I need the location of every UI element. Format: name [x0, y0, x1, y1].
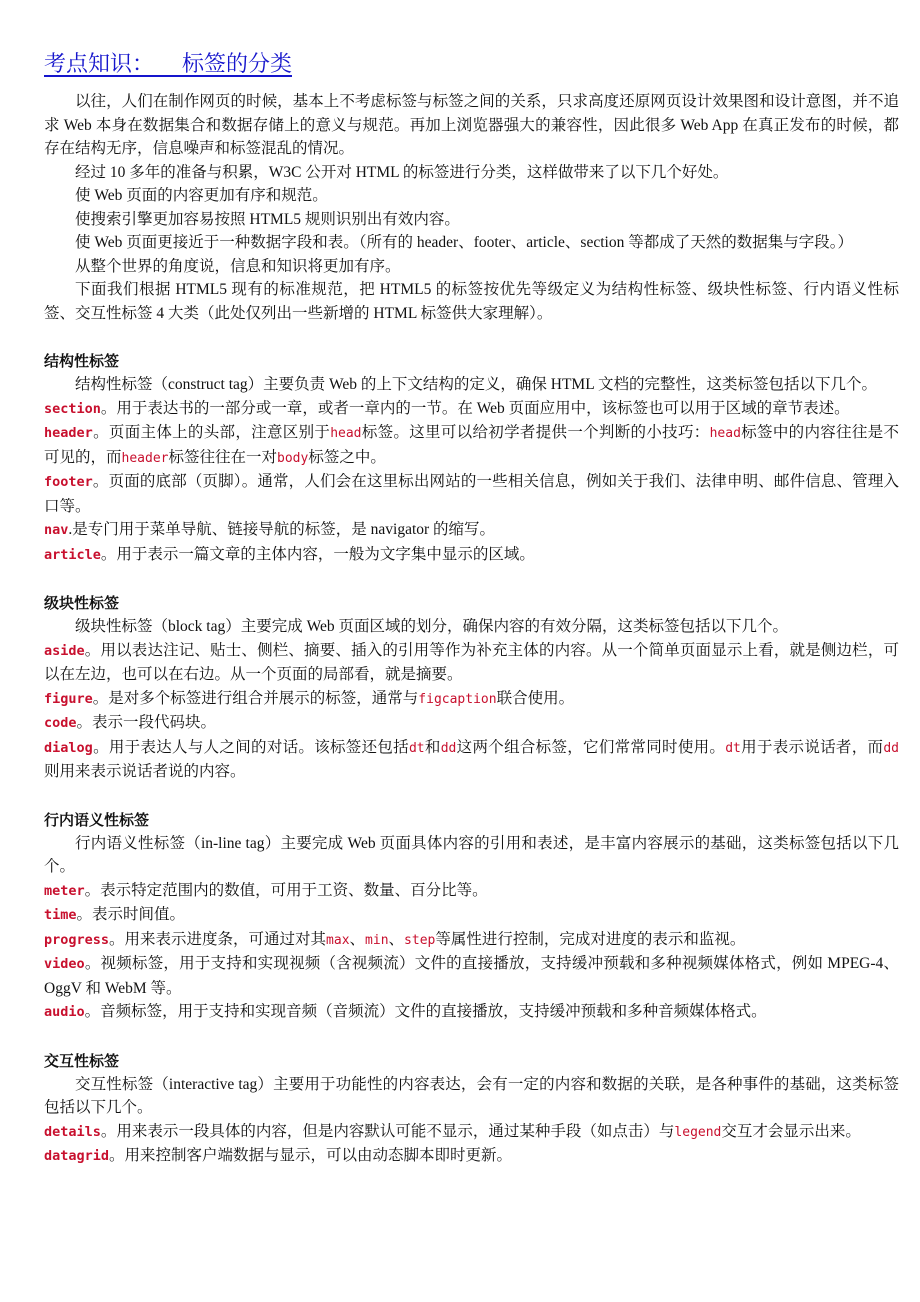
- tag-description: 。用以表达注记、贴士、侧栏、摘要、插入的引用等作为补充主体的内容。从一个简单页面显示上看，就是侧边栏，可以在左边，也可以在右边。从一个页面的局部看，就是摘要。: [44, 641, 899, 683]
- tag-description: 标签往往在一对: [168, 448, 277, 466]
- intro-paragraph: 从整个世界的角度说，信息和知识将更加有序。: [75, 257, 401, 275]
- tag-item-code: [44, 711, 899, 736]
- inline-code: step: [404, 932, 436, 948]
- tag-description: 。用来表示进度条，可通过对其: [109, 930, 327, 948]
- tag-description: 。表示时间值。: [76, 906, 186, 923]
- tag-keyword: progress: [44, 931, 110, 948]
- inline-code: head: [330, 426, 362, 441]
- tag-keyword: header: [44, 425, 93, 441]
- inline-code: legend: [674, 1124, 722, 1140]
- inline-code: max: [326, 932, 350, 948]
- tag-description: 。表示特定范围内的数值，可用于工资、数量、百分比等。: [84, 881, 488, 899]
- tag-item-dialog: [44, 736, 899, 784]
- tag-description: 交互才会显示出来。: [721, 1122, 861, 1140]
- tag-item-details: [44, 1120, 899, 1145]
- tag-description: 标签。这里可以给初学者提供一个判断的小技巧：: [361, 424, 710, 441]
- tag-item-figure: [44, 687, 899, 712]
- section-heading-interactive: 交互性标签: [44, 1051, 120, 1070]
- intro-paragraph: 使搜索引擎更加容易按照 HTML5 规则识别出有效内容。: [75, 210, 460, 228]
- inline-code: dt: [408, 740, 425, 756]
- tag-description: .是专门用于菜单导航、链接导航的标签，是 navigator 的缩写。: [68, 521, 496, 538]
- tag-item-meter: [44, 879, 899, 904]
- tag-description: 标签之中。: [308, 448, 386, 466]
- tag-item-aside: [44, 639, 899, 687]
- tag-description: 。页面主体上的头部，注意区别于: [92, 424, 331, 441]
- inline-code: body: [277, 450, 309, 466]
- tag-item-datagrid: [44, 1144, 899, 1169]
- tag-keyword: audio: [44, 1004, 85, 1020]
- structural-description: 结构性标签（construct tag）主要负责 Web 的上下文结构的定义，确保 HTML 文档的完整性，这类标签包括以下几个。: [75, 376, 877, 393]
- tag-description: 和: [424, 738, 441, 756]
- tag-item-audio: [44, 1000, 899, 1025]
- tag-description: 联合使用。: [496, 689, 575, 707]
- inline-code: dd: [440, 740, 457, 756]
- tag-keyword: details: [44, 1123, 101, 1140]
- page-title: 考点知识： 标签的分类: [44, 52, 292, 77]
- tag-description: 标签中的内容往往是不可见的，而: [44, 424, 899, 466]
- tag-keyword: article: [44, 546, 101, 563]
- tag-item-progress: [44, 928, 899, 953]
- tag-description: 。是对多个标签进行组合并展示的标签，通常与: [92, 689, 419, 707]
- tag-description: 用于表示说话者，而: [740, 738, 884, 756]
- tag-description: 。用于表达书的一部分或一章，或者一章内的一节。在 Web 页面应用中，该标签也可以用于区域的章节表述。: [100, 399, 850, 417]
- intro-paragraph: 使 Web 页面的内容更加有序和规范。: [75, 187, 328, 204]
- tag-keyword: dialog: [44, 739, 93, 756]
- tag-item-section: [44, 397, 899, 422]
- tag-description: 。用于表示一篇文章的主体内容，一般为文字集中显示的区域。: [100, 545, 535, 563]
- inline-code: min: [365, 932, 389, 948]
- inline-code: dd: [883, 740, 899, 756]
- intro-paragraph: 以往，人们在制作网页的时候，基本上不考虑标签与标签之间的关系，只求高度还原网页设计效果图和设计意图，并不追求 Web 本身在数据集合和数据存储上的意义与规范。再加上浏览器强大的兼容性，因此很多 Web App 在真正发布的时候，都存在结构无序，信息噪声和标签混乱的情况。: [44, 93, 899, 157]
- tag-item-video: [44, 952, 899, 1000]
- tag-description: 。用来表示一段具体的内容，但是内容默认可能不显示，通过某种手段（如点击）与: [100, 1122, 675, 1140]
- tag-keyword: code: [44, 715, 77, 731]
- tag-item-time: [44, 903, 899, 928]
- tag-description: 这两个组合标签，它们常常同时使用。: [456, 738, 726, 756]
- tag-keyword: aside: [44, 642, 85, 659]
- tag-description: 。用来控制客户端数据与显示，可以由动态脚本即时更新。: [109, 1147, 513, 1164]
- intro-paragraph: 下面我们根据 HTML5 现有的标准规范，把 HTML5 的标签按优先等级定义为结构性标签、级块性标签、行内语义性标签、交互性标签 4 大类（此处仅列出一些新增的 HTML 标签供大家理解）。: [44, 281, 899, 322]
- inline-code: header: [121, 450, 169, 466]
- interactive-description: 交互性标签（interactive tag）主要用于功能性的内容表达，会有一定的内容和数据的关联，是各种事件的基础，这类标签包括以下几个。: [44, 1075, 899, 1116]
- tag-item-nav: [44, 518, 899, 543]
- tag-item-article: [44, 543, 899, 568]
- tag-keyword: meter: [44, 882, 85, 899]
- tag-keyword: figure: [44, 690, 93, 707]
- tag-keyword: datagrid: [44, 1148, 110, 1164]
- tag-description: 。页面的底部（页脚）。通常，人们会在这里标出网站的一些相关信息，例如关于我们、法律申明、邮件信息、管理入口等。: [44, 473, 899, 515]
- tag-item-footer: [44, 470, 899, 518]
- intro-paragraph: 使 Web 页面更接近于一种数据字段和表。（所有的 header、footer、article、section 等都成了天然的数据集与字段。）: [75, 234, 853, 251]
- tag-description: 则用来表示说话者说的内容。: [44, 763, 246, 780]
- section-heading-block: 级块性标签: [44, 594, 120, 612]
- tag-description: 。音频标签，用于支持和实现音频（音频流）文件的直接播放，支持缓冲预载和多种音频媒体格式。: [84, 1003, 767, 1020]
- tag-description: 。视频标签，用于支持和实现视频（含视频流）文件的直接播放，支持缓冲预载和多种视频媒体格式，例如 MPEG-4、OggV 和 WebM 等。: [44, 955, 899, 997]
- section-heading-structural: 结构性标签: [44, 352, 120, 370]
- tag-keyword: time: [44, 907, 77, 923]
- tag-item-header: [44, 421, 899, 470]
- tag-keyword: video: [44, 956, 85, 972]
- inline-description: 行内语义性标签（in-line tag）主要完成 Web 页面具体内容的引用和表述，是丰富内容展示的基础，这类标签包括以下几个。: [44, 834, 899, 875]
- document-page: [44, 50, 899, 1169]
- inline-code: figcaption: [418, 691, 497, 707]
- inline-code: dt: [725, 740, 741, 756]
- block-description: 级块性标签（block tag）主要完成 Web 页面区域的划分，确保内容的有效分隔，这类标签包括以下几个。: [75, 618, 789, 635]
- tag-description: 、: [388, 930, 405, 948]
- tag-keyword: nav: [44, 522, 69, 538]
- tag-description: 、: [349, 930, 366, 948]
- inline-code: head: [709, 426, 741, 441]
- tag-description: 。表示一段代码块。: [76, 714, 217, 731]
- tag-keyword: section: [44, 400, 101, 417]
- tag-description: 等属性进行控制，完成对进度的表示和监视。: [435, 930, 746, 948]
- tag-description: 。用于表达人与人之间的对话。该标签还包括: [92, 738, 409, 756]
- intro-paragraph: 经过 10 多年的准备与积累，W3C 公开对 HTML 的标签进行分类，这样做带来了以下几个好处。: [75, 163, 729, 181]
- tag-keyword: footer: [44, 474, 93, 490]
- section-heading-inline: 行内语义性标签: [44, 810, 150, 829]
